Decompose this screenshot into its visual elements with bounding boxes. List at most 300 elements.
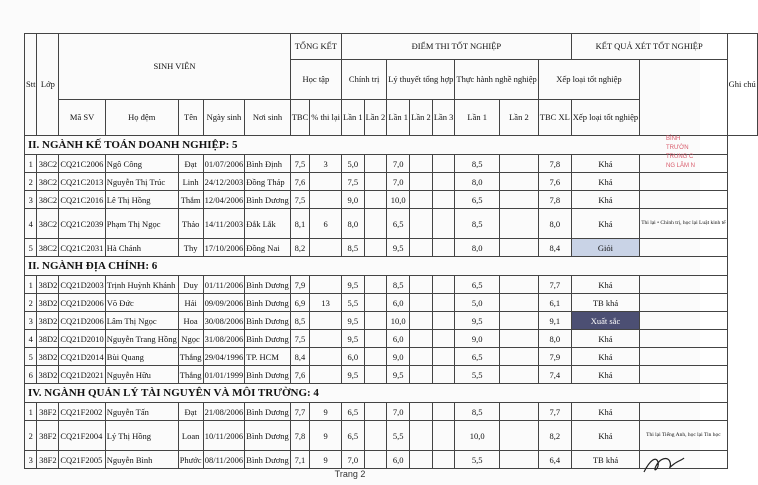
cell-note [640, 294, 727, 312]
ct-lan1-header: Lần 1 [342, 100, 365, 136]
cell-xl: 8,0 [538, 209, 571, 239]
cell-lt2 [410, 348, 433, 366]
cell-tbc: 7,6 [290, 173, 310, 191]
cell-lt3 [432, 366, 455, 384]
ket-qua-header: KẾT QUẢ XÉT TỐT NGHIỆP [571, 34, 727, 60]
table-row [25, 312, 758, 330]
ct-lan2-header: Lần 2 [364, 100, 387, 136]
cell-ho: Lý Thị Hồng [105, 421, 178, 451]
cell-lt1: 6,0 [387, 451, 410, 469]
cell-lop: 38D2 [37, 348, 59, 366]
cell-th1: 8,0 [455, 173, 500, 191]
cell-tbc: 7,6 [290, 366, 310, 384]
cell-ho: Võ Đức [105, 294, 178, 312]
xep-loai-tn-header: Xếp loại tốt nghiệp [538, 60, 639, 100]
cell-tbc: 8,4 [290, 348, 310, 366]
cell-pct: 9 [310, 403, 342, 421]
cell-ct1: 5,0 [342, 155, 365, 173]
noi-sinh-header: Nơi sinh [245, 100, 290, 136]
cell-kq: TB khá [571, 451, 639, 469]
cell-ns: 31/08/2006 [203, 330, 245, 348]
cell-th1: 5,5 [455, 366, 500, 384]
section-title: II. NGÀNH ĐỊA CHÍNH: 6 [25, 257, 728, 276]
cell-pct: 6 [310, 209, 342, 239]
cell-ma: CQ21D2014 [59, 348, 105, 366]
table-row [25, 421, 758, 451]
stamp-text: NG LÂM N [666, 163, 696, 169]
cell-stt: 1 [25, 276, 37, 294]
cell-ct1: 8,0 [342, 209, 365, 239]
cell-xl: 9,1 [538, 312, 571, 330]
cell-kq: Khá [571, 348, 639, 366]
tbc-header: TBC [290, 100, 310, 136]
stamp-text: TRƯỜN [666, 145, 689, 151]
cell-stt: 5 [25, 348, 37, 366]
cell-lt3 [432, 312, 455, 330]
cell-pct: 9 [310, 421, 342, 451]
cell-note [640, 312, 727, 330]
cell-noi: Bình Dương [245, 366, 290, 384]
cell-lt1: 8,5 [387, 276, 410, 294]
cell-lt3 [432, 155, 455, 173]
cell-stt: 6 [25, 366, 37, 384]
cell-ct1: 6,5 [342, 403, 365, 421]
table-row [25, 403, 758, 421]
cell-lt3 [432, 421, 455, 451]
cell-ct2 [364, 403, 387, 421]
cell-ma: CQ21D2010 [59, 330, 105, 348]
table-row [25, 155, 758, 173]
cell-ns: 24/12/2003 [203, 173, 245, 191]
cell-kq: Khá [571, 191, 639, 209]
cell-lt3 [432, 348, 455, 366]
cell-ten: Loan [178, 421, 203, 451]
cell-ct1: 9,5 [342, 366, 365, 384]
cell-lop: 38F2 [37, 451, 59, 469]
cell-ct1: 9,5 [342, 312, 365, 330]
graduation-results-table [24, 33, 758, 469]
cell-xl: 7,6 [538, 173, 571, 191]
cell-th1: 6,5 [455, 348, 500, 366]
cell-th1: 9,5 [455, 312, 500, 330]
cell-ct2 [364, 312, 387, 330]
cell-note [640, 276, 727, 294]
cell-lt2 [410, 294, 433, 312]
cell-lt3 [432, 191, 455, 209]
cell-ten: Phước [178, 451, 203, 469]
stt-header: Stt [25, 34, 37, 136]
cell-ma: CQ21C2016 [59, 191, 105, 209]
cell-lop: 38D2 [37, 276, 59, 294]
cell-th1: 5,5 [455, 451, 500, 469]
cell-lop: 38C2 [37, 209, 59, 239]
cell-th1: 8,5 [455, 155, 500, 173]
cell-ma: CQ21C2006 [59, 155, 105, 173]
pct-thi-lai-header: % thi lại [310, 100, 342, 136]
cell-lt3 [432, 403, 455, 421]
cell-kq: TB khá [571, 294, 639, 312]
cell-lt2 [410, 276, 433, 294]
cell-kq: Khá [571, 276, 639, 294]
cell-ct1: 7,0 [342, 451, 365, 469]
cell-ten: Thắng [178, 366, 203, 384]
ngay-sinh-header: Ngày sinh [203, 100, 245, 136]
cell-tbc: 8,1 [290, 209, 310, 239]
cell-lt1: 9,0 [387, 348, 410, 366]
cell-noi: Đồng Tháp [245, 173, 290, 191]
cell-xl: 7,8 [538, 155, 571, 173]
cell-th2 [500, 173, 539, 191]
cell-th1: 6,5 [455, 276, 500, 294]
cell-ten: Đạt [178, 403, 203, 421]
cell-stt: 1 [25, 155, 37, 173]
cell-th1: 5,0 [455, 294, 500, 312]
cell-lt1: 7,0 [387, 173, 410, 191]
table-body [25, 136, 758, 469]
sinh-vien-header: SINH VIÊN [59, 34, 290, 100]
lt-lan3-header: Lần 3 [432, 100, 455, 136]
cell-stt: 4 [25, 209, 37, 239]
cell-xl: 7,7 [538, 276, 571, 294]
cell-ho: Nguyễn Hữu [105, 366, 178, 384]
cell-note [640, 403, 727, 421]
cell-ma: CQ21D2006 [59, 294, 105, 312]
cell-note [640, 239, 727, 257]
thuc-hanh-header: Thực hành nghề nghiệp [455, 60, 538, 100]
cell-tbc: 7,9 [290, 276, 310, 294]
cell-ma: CQ21F2002 [59, 403, 105, 421]
table-row [25, 239, 758, 257]
cell-pct [310, 348, 342, 366]
cell-lt3 [432, 209, 455, 239]
cell-th1: 8,5 [455, 403, 500, 421]
cell-lt2 [410, 173, 433, 191]
cell-ct2 [364, 209, 387, 239]
cell-th1: 6,5 [455, 191, 500, 209]
section-title: IV. NGÀNH QUẢN LÝ TÀI NGUYÊN VÀ MÔI TRƯỜNG: 4 [25, 384, 728, 403]
cell-ma: CQ21F2004 [59, 421, 105, 451]
cell-pct [310, 312, 342, 330]
cell-th2 [500, 312, 539, 330]
tong-ket-header: TỔNG KẾT [290, 34, 341, 60]
cell-th2 [500, 348, 539, 366]
cell-ma: CQ21C2039 [59, 209, 105, 239]
cell-th2 [500, 451, 539, 469]
cell-tbc: 7,7 [290, 403, 310, 421]
cell-lt3 [432, 294, 455, 312]
cell-ns: 08/11/2006 [203, 451, 245, 469]
cell-noi: Bình Dương [245, 451, 290, 469]
cell-ct2 [364, 421, 387, 451]
cell-tbc: 7,8 [290, 421, 310, 451]
cell-ho: Nguyễn Trang Hồng [105, 330, 178, 348]
cell-lt1: 7,0 [387, 155, 410, 173]
cell-tbc: 7,5 [290, 191, 310, 209]
cell-pct [310, 239, 342, 257]
cell-kq: Khá [571, 330, 639, 348]
cell-noi: Bình Dương [245, 403, 290, 421]
cell-kq: Giỏi [571, 239, 639, 257]
section-title: II. NGÀNH KẾ TOÁN DOANH NGHIỆP: 5 [25, 136, 728, 155]
cell-lt1: 10,0 [387, 312, 410, 330]
cell-pct: 13 [310, 294, 342, 312]
cell-th2 [500, 330, 539, 348]
cell-kq: Khá [571, 366, 639, 384]
cell-xl: 8,2 [538, 421, 571, 451]
cell-lt3 [432, 173, 455, 191]
cell-lt1: 6,0 [387, 330, 410, 348]
cell-tbc: 7,5 [290, 155, 310, 173]
cell-lt1: 5,5 [387, 421, 410, 451]
section-header [25, 384, 758, 403]
cell-noi: Đồng Nai [245, 239, 290, 257]
cell-pct [310, 366, 342, 384]
cell-ct2 [364, 451, 387, 469]
xep-loai-header: Xếp loại tốt nghiệp [571, 100, 639, 136]
cell-ct1: 9,0 [342, 191, 365, 209]
cell-ns: 17/10/2006 [203, 239, 245, 257]
cell-th2 [500, 403, 539, 421]
cell-ho: Nguyễn Thị Trúc [105, 173, 178, 191]
cell-ten: Thy [178, 239, 203, 257]
cell-stt: 2 [25, 421, 37, 451]
cell-ma: CQ21F2005 [59, 451, 105, 469]
cell-note: Thi lại Tiếng Anh, học lại Tin học [640, 421, 727, 451]
tbc-xl-header: TBC XL [538, 100, 571, 136]
cell-xl: 7,8 [538, 191, 571, 209]
cell-lt2 [410, 451, 433, 469]
table-row [25, 348, 758, 366]
cell-ho: Phạm Thị Ngọc [105, 209, 178, 239]
cell-tbc: 7,1 [290, 451, 310, 469]
diem-thi-header: ĐIỂM THI TỐT NGHIỆP [342, 34, 572, 60]
cell-lt1: 10,0 [387, 191, 410, 209]
cell-ma: CQ21C2031 [59, 239, 105, 257]
cell-lt2 [410, 366, 433, 384]
red-seal-stamp [666, 135, 706, 195]
cell-th2 [500, 191, 539, 209]
cell-ten: Linh [178, 173, 203, 191]
cell-lt2 [410, 421, 433, 451]
cell-xl: 6,1 [538, 294, 571, 312]
table-row [25, 330, 758, 348]
cell-ho: Lâm Thị Ngọc [105, 312, 178, 330]
cell-ns: 30/08/2006 [203, 312, 245, 330]
cell-ten: Hải [178, 294, 203, 312]
cell-kq: Xuất sắc [571, 312, 639, 330]
cell-ct2 [364, 173, 387, 191]
cell-th2 [500, 239, 539, 257]
cell-lop: 38D2 [37, 294, 59, 312]
ten-header: Tên [178, 100, 203, 136]
cell-stt: 3 [25, 191, 37, 209]
cell-stt: 3 [25, 451, 37, 469]
table-row [25, 191, 758, 209]
cell-kq: Khá [571, 173, 639, 191]
cell-noi: TP. HCM [245, 348, 290, 366]
cell-ns: 10/11/2006 [203, 421, 245, 451]
cell-stt: 1 [25, 403, 37, 421]
cell-th1: 8,0 [455, 239, 500, 257]
cell-ct2 [364, 330, 387, 348]
cell-ho: Nguyễn Bình [105, 451, 178, 469]
cell-tbc: 8,5 [290, 312, 310, 330]
cell-noi: Bình Dương [245, 294, 290, 312]
cell-lop: 38D2 [37, 366, 59, 384]
cell-xl: 7,4 [538, 366, 571, 384]
cell-tbc: 7,5 [290, 330, 310, 348]
cell-noi: Bình Dương [245, 312, 290, 330]
cell-ct1: 9,5 [342, 330, 365, 348]
cell-tbc: 8,2 [290, 239, 310, 257]
cell-lt2 [410, 155, 433, 173]
cell-ns: 21/08/2006 [203, 403, 245, 421]
th-lan1-header: Lần 1 [455, 100, 500, 136]
cell-lt2 [410, 191, 433, 209]
cell-ct2 [364, 348, 387, 366]
section-header [25, 136, 758, 155]
cell-note [640, 330, 727, 348]
cell-lt1: 9,5 [387, 239, 410, 257]
cell-ten: Thắng [178, 348, 203, 366]
cell-lt1: 6,0 [387, 294, 410, 312]
cell-ct2 [364, 276, 387, 294]
cell-kq: Khá [571, 209, 639, 239]
cell-ct2 [364, 239, 387, 257]
cell-lt3 [432, 330, 455, 348]
cell-note [640, 366, 727, 384]
cell-lt3 [432, 276, 455, 294]
cell-ct1: 6,5 [342, 421, 365, 451]
cell-ct2 [364, 155, 387, 173]
cell-lt1: 6,5 [387, 209, 410, 239]
ghi-chu-header: Ghi chú [727, 34, 757, 136]
cell-lt2 [410, 403, 433, 421]
cell-pct: 9 [310, 451, 342, 469]
cell-stt: 3 [25, 312, 37, 330]
cell-ct2 [364, 191, 387, 209]
cell-pct: 3 [310, 155, 342, 173]
cell-ho: Hà Chánh [105, 239, 178, 257]
cell-ns: 01/11/2006 [203, 276, 245, 294]
cell-ho: Trịnh Huỳnh Khánh [105, 276, 178, 294]
lt-lan2-header: Lần 2 [410, 100, 433, 136]
cell-ma: CQ21D2003 [59, 276, 105, 294]
cell-ma: CQ21D2021 [59, 366, 105, 384]
cell-ten: Hoa [178, 312, 203, 330]
cell-pct [310, 191, 342, 209]
cell-noi: Bình Dương [245, 330, 290, 348]
cell-note: Thi lại • Chính trị, học lại Luật kinh tế [640, 209, 727, 239]
cell-stt: 4 [25, 330, 37, 348]
section-header [25, 257, 758, 276]
cell-stt: 2 [25, 294, 37, 312]
cell-lop: 38D2 [37, 330, 59, 348]
lt-lan1-header: Lần 1 [387, 100, 410, 136]
cell-lt2 [410, 239, 433, 257]
lop-header: Lớp [37, 34, 59, 136]
hoc-tap-header: Học tập [290, 60, 341, 100]
cell-lt1: 7,0 [387, 403, 410, 421]
cell-th2 [500, 209, 539, 239]
cell-xl: 7,7 [538, 403, 571, 421]
cell-lop: 38C2 [37, 239, 59, 257]
cell-lop: 38F2 [37, 421, 59, 451]
cell-ten: Đạt [178, 155, 203, 173]
cell-lt2 [410, 330, 433, 348]
table-row [25, 209, 758, 239]
cell-lt3 [432, 239, 455, 257]
cell-ct1: 7,5 [342, 173, 365, 191]
ma-sv-header: Mã SV [59, 100, 105, 136]
cell-xl: 8,4 [538, 239, 571, 257]
table-row [25, 173, 758, 191]
cell-xl: 8,0 [538, 330, 571, 348]
cell-pct [310, 173, 342, 191]
cell-kq: Khá [571, 155, 639, 173]
cell-kq: Khá [571, 421, 639, 451]
cell-lop: 38F2 [37, 403, 59, 421]
cell-ct1: 5,5 [342, 294, 365, 312]
cell-th1: 8,5 [455, 209, 500, 239]
cell-noi: Bình Dương [245, 421, 290, 451]
cell-th2 [500, 276, 539, 294]
cell-ns: 14/11/2003 [203, 209, 245, 239]
cell-lt3 [432, 451, 455, 469]
cell-ma: CQ21D2006 [59, 312, 105, 330]
th-lan2-header: Lần 2 [500, 100, 539, 136]
chinh-tri-header: Chính trị [342, 60, 387, 100]
stamp-text: BÌNH [666, 136, 681, 142]
cell-th2 [500, 421, 539, 451]
cell-pct [310, 276, 342, 294]
cell-stt: 2 [25, 173, 37, 191]
cell-ct1: 9,5 [342, 276, 365, 294]
ly-thuyet-header: Lý thuyết tổng hợp [387, 60, 455, 100]
cell-ten: Duy [178, 276, 203, 294]
cell-th2 [500, 155, 539, 173]
cell-ho: Bùi Quang [105, 348, 178, 366]
table-row [25, 276, 758, 294]
cell-ns: 09/09/2006 [203, 294, 245, 312]
cell-ho: Lê Thị Hồng [105, 191, 178, 209]
cell-noi: Bình Định [245, 155, 290, 173]
cell-ho: Ngô Công [105, 155, 178, 173]
cell-noi: Đắk Lắk [245, 209, 290, 239]
cell-stt: 5 [25, 239, 37, 257]
cell-note [640, 348, 727, 366]
cell-lt1: 9,5 [387, 366, 410, 384]
cell-lt2 [410, 312, 433, 330]
cell-ns: 12/04/2006 [203, 191, 245, 209]
ho-dem-header: Họ đệm [105, 100, 178, 136]
table-row [25, 294, 758, 312]
cell-ten: Thắm [178, 191, 203, 209]
cell-ct1: 8,5 [342, 239, 365, 257]
cell-kq: Khá [571, 403, 639, 421]
cell-lt2 [410, 209, 433, 239]
cell-ct2 [364, 366, 387, 384]
cell-th2 [500, 366, 539, 384]
cell-th1: 9,0 [455, 330, 500, 348]
page-number: Trang 2 [334, 469, 366, 479]
cell-xl: 6,4 [538, 451, 571, 469]
cell-pct [310, 330, 342, 348]
stamp-text: TRUNG C [666, 154, 694, 160]
cell-tbc: 6,9 [290, 294, 310, 312]
cell-th2 [500, 294, 539, 312]
cell-ma: CQ21C2013 [59, 173, 105, 191]
